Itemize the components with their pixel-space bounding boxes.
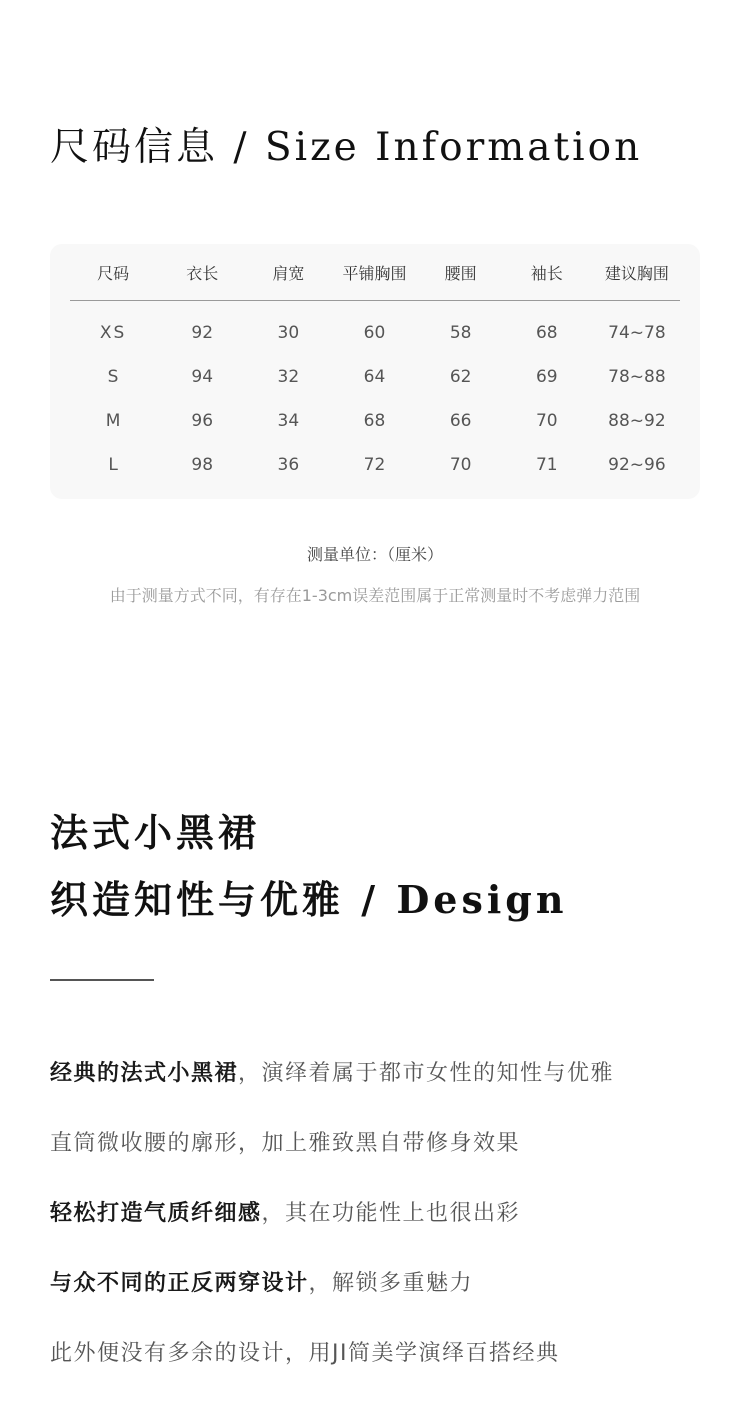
paragraph-text: 直筒微收腰的廓形，加上雅致黑自带修身效果 — [50, 1131, 521, 1156]
header-cell-3: 肩宽 — [272, 263, 305, 283]
paragraph-emphasis: 与众不同的正反两穿设计 — [50, 1271, 309, 1296]
design-paragraph-3 — [50, 1196, 520, 1227]
paragraph-text: ，解锁多重魅力 — [308, 1271, 474, 1296]
measurement-unit-note: 测量单位：（厘米） — [306, 545, 443, 564]
table-cell-6: 70 — [535, 411, 558, 431]
table-cell-2: 94 — [191, 367, 214, 387]
table-cell-2: 96 — [191, 411, 214, 431]
table-cell-7: 92~96 — [608, 455, 666, 475]
table-cell-1: S — [107, 367, 119, 387]
table-cell-2: 98 — [191, 455, 214, 475]
design-paragraph-1 — [50, 1056, 614, 1087]
design-title-line-1: 法式小黑裙 — [50, 810, 261, 855]
table-cell-3: 30 — [277, 323, 300, 343]
size-table — [70, 244, 680, 487]
size-table-body — [70, 301, 680, 487]
table-cell-5: 58 — [449, 323, 472, 343]
header-cell-4: 平铺胸围 — [342, 263, 407, 283]
table-cell-7: 74~78 — [608, 323, 666, 343]
table-cell-1: XS — [99, 323, 127, 343]
section-divider — [50, 979, 154, 981]
table-cell-4: 60 — [363, 323, 386, 343]
table-cell-7: 78~88 — [608, 367, 666, 387]
table-cell-3: 34 — [277, 411, 300, 431]
paragraph-emphasis: 轻松打造气质纤细感 — [50, 1201, 262, 1226]
header-cell-6: 袖长 — [530, 263, 563, 283]
table-cell-5: 62 — [449, 367, 472, 387]
size-row-m — [70, 399, 680, 443]
table-cell-4: 64 — [363, 367, 386, 387]
size-table-header — [70, 244, 680, 301]
measurement-disclaimer: 由于测量方式不同，有存在1-3cm误差范围属于正常测量时不考虑弹力范围 — [109, 586, 641, 605]
table-cell-7: 88~92 — [608, 411, 666, 431]
design-paragraph-2 — [50, 1126, 520, 1157]
table-cell-6: 69 — [535, 367, 558, 387]
table-cell-5: 66 — [449, 411, 472, 431]
design-paragraph-4 — [50, 1266, 473, 1297]
design-title-line-2: 织造知性与优雅 / Design — [50, 877, 568, 922]
header-cell-2: 衣长 — [186, 263, 219, 283]
size-section-title: 尺码信息 / Size Information — [50, 125, 643, 170]
paragraph-emphasis: 经典的法式小黑裙 — [50, 1061, 239, 1086]
header-cell-5: 腰围 — [444, 263, 477, 283]
table-cell-3: 36 — [277, 455, 300, 475]
table-cell-3: 32 — [277, 367, 300, 387]
design-paragraph-5 — [50, 1336, 559, 1367]
table-cell-6: 68 — [535, 323, 558, 343]
header-cell-1: 尺码 — [97, 263, 130, 283]
table-cell-6: 71 — [535, 455, 558, 475]
size-row-s — [70, 355, 680, 399]
paragraph-text: 此外便没有多余的设计，用JI简美学演绎百搭经典 — [50, 1341, 560, 1366]
table-cell-1: M — [105, 411, 121, 431]
table-cell-4: 68 — [363, 411, 386, 431]
table-cell-1: L — [108, 455, 118, 475]
size-table-card — [50, 244, 700, 499]
size-row-xs — [70, 311, 680, 355]
table-cell-5: 70 — [449, 455, 472, 475]
paragraph-text: ，其在功能性上也很出彩 — [261, 1201, 521, 1226]
size-row-l — [70, 443, 680, 487]
table-cell-4: 72 — [363, 455, 386, 475]
paragraph-text: ，演绎着属于都市女性的知性与优雅 — [238, 1061, 615, 1086]
header-cell-7: 建议胸围 — [604, 263, 669, 283]
table-cell-2: 92 — [191, 323, 214, 343]
